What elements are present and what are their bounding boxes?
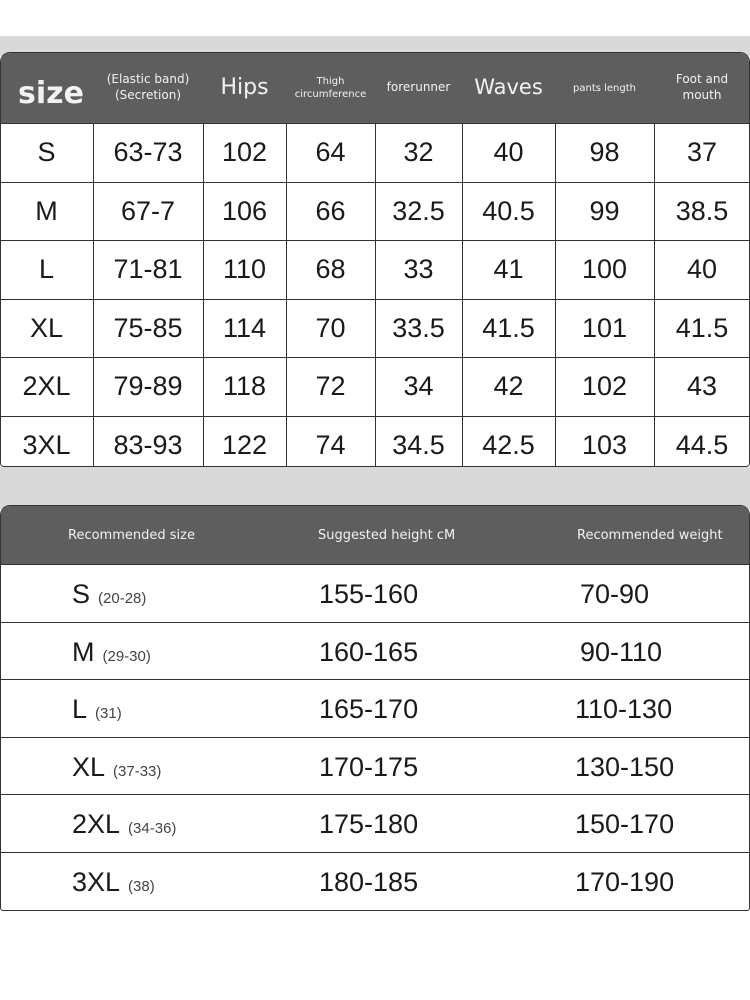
header-recommended-weight: Recommended weight [577,528,723,543]
recommend-table [0,505,750,911]
size-table [0,52,750,467]
table-cell: 44.5 [654,416,750,467]
table-row [0,299,750,358]
table-cell: 32.5 [375,182,462,241]
table-cell: L [0,241,93,300]
table-cell: 68 [286,241,375,300]
table-row [1,852,749,910]
table-row [0,241,750,300]
size-label: L [72,694,88,725]
table-cell: 3XL [0,416,93,467]
table-cell: 75-85 [93,299,203,358]
weight-cell: 130-150 [575,751,675,782]
table-cell: 99 [555,182,654,241]
size-range: (38) [128,877,155,895]
size-cell [72,579,146,610]
size-cell [72,867,155,898]
recommend-table-header [1,506,749,564]
size-range: (29-30) [102,647,151,665]
table-row [1,737,749,795]
header-suggested-height: Suggested height cM [318,528,456,543]
table-cell: 103 [555,416,654,467]
table-cell: S [0,124,93,183]
table-row [1,679,749,737]
header-thigh-line1: Thigh [316,76,345,87]
table-row [0,124,750,183]
table-cell: 33 [375,241,462,300]
header-hips: Hips [203,53,286,124]
header-waves: Waves [462,53,555,124]
size-cell [72,694,122,725]
size-range: (31) [95,705,122,723]
table-cell: 33.5 [375,299,462,358]
table-row [0,416,750,467]
table-cell: 66 [286,182,375,241]
table-cell: 63-73 [93,124,203,183]
table-cell: 98 [555,124,654,183]
table-cell: 41 [462,241,555,300]
table-cell: 101 [555,299,654,358]
header-foot-line1: Foot and [675,72,729,87]
table-cell: 106 [203,182,286,241]
gray-band-middle [0,467,750,509]
weight-cell: 170-190 [575,866,675,897]
table-row [1,564,749,622]
height-cell: 175-180 [319,809,419,840]
header-thigh [286,53,375,124]
table-cell: 72 [286,358,375,417]
table-cell: 43 [654,358,750,417]
header-thigh-line2: circumference [294,89,367,100]
size-cell [72,752,161,783]
table-cell: 42 [462,358,555,417]
table-cell: 102 [555,358,654,417]
table-cell: 114 [203,299,286,358]
table-cell: 42.5 [462,416,555,467]
table-cell: 67-7 [93,182,203,241]
table-cell: 2XL [0,358,93,417]
weight-cell: 110-130 [575,694,673,725]
size-range: (20-28) [98,590,147,607]
weight-cell: 70-90 [580,579,650,609]
table-cell: 40 [462,124,555,183]
header-waist-line1: (Elastic band) [106,72,190,87]
size-label: 2XL [72,809,121,840]
height-cell: 160-165 [319,636,419,667]
size-label: M [72,636,95,667]
table-cell: 34.5 [375,416,462,467]
table-cell: 122 [203,416,286,467]
table-cell: XL [0,299,93,358]
size-table-header [0,53,750,124]
header-size: size [0,53,93,124]
size-cell [72,809,176,840]
header-waist [93,53,203,124]
table-cell: 34 [375,358,462,417]
table-row [0,182,750,241]
size-label: S [72,579,91,609]
size-cell [72,637,151,668]
header-recommended-size: Recommended size [68,528,195,543]
table-cell: 79-89 [93,358,203,417]
header-forerunner: forerunner [375,53,462,124]
height-cell: 170-175 [319,751,419,782]
table-cell: 38.5 [654,182,750,241]
table-cell: M [0,182,93,241]
table-cell: 110 [203,241,286,300]
table-cell: 40 [654,241,750,300]
table-cell: 100 [555,241,654,300]
table-cell: 64 [286,124,375,183]
size-label: XL [72,751,106,782]
size-label: 3XL [72,866,121,897]
table-row [1,794,749,852]
table-cell: 32 [375,124,462,183]
weight-cell: 150-170 [575,809,675,840]
table-cell: 40.5 [462,182,555,241]
size-range: (34-36) [128,820,177,838]
table-cell: 70 [286,299,375,358]
table-cell: 41.5 [462,299,555,358]
header-foot-mouth [654,53,750,124]
size-range: (37-33) [113,762,162,780]
table-cell: 71-81 [93,241,203,300]
table-cell: 41.5 [654,299,750,358]
table-cell: 37 [654,124,750,183]
table-cell: 118 [203,358,286,417]
table-cell: 102 [203,124,286,183]
table-row [1,622,749,680]
table-row [0,358,750,417]
header-pants-length: pants length [555,53,654,124]
table-cell: 83-93 [93,416,203,467]
header-foot-line2: mouth [682,88,722,102]
height-cell: 165-170 [319,694,419,725]
height-cell: 155-160 [319,579,419,609]
table-cell: 74 [286,416,375,467]
weight-cell: 90-110 [580,636,663,667]
header-waist-line2: (Secretion) [115,88,181,102]
height-cell: 180-185 [319,866,419,897]
